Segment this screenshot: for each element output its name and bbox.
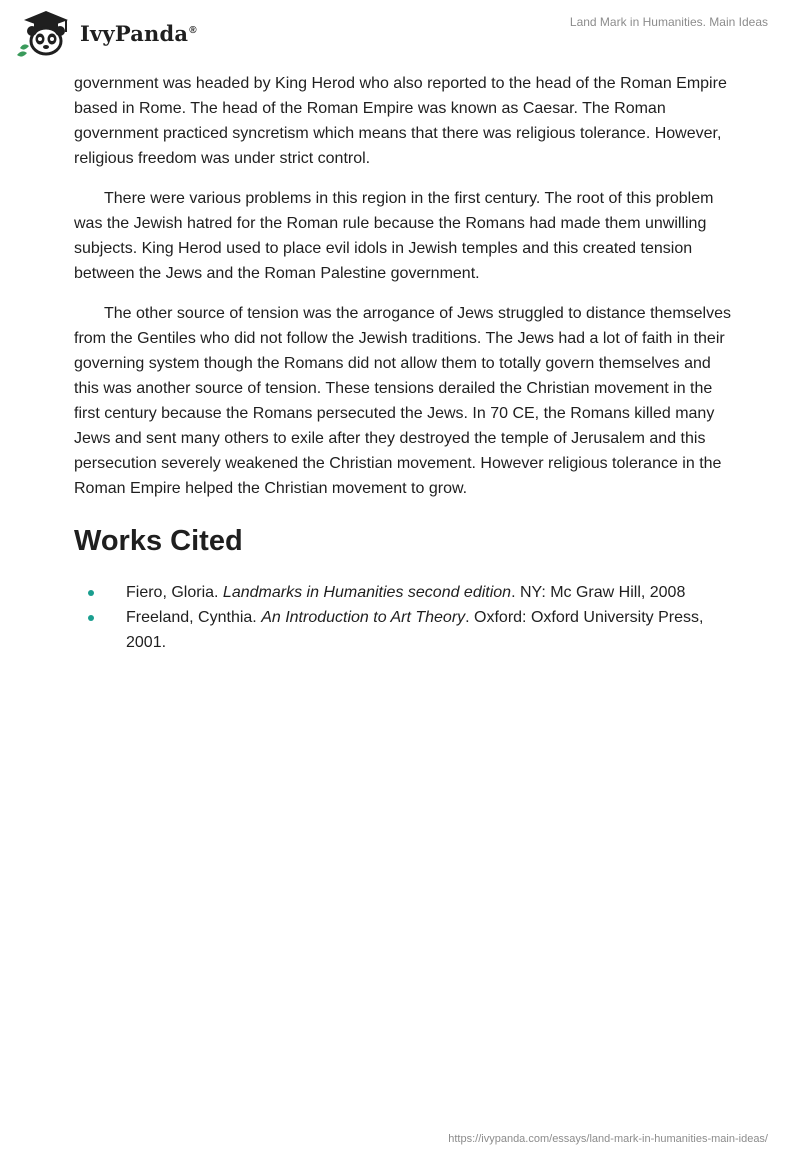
registered-mark: ®	[189, 24, 197, 36]
paragraph: The other source of tension was the arrogance of Jews struggled to distance themselves from the Gentiles who did not follow the Jewish traditions. The Jews had a lot of faith in their governing system though the Romans did not allow them to totally govern themselves and this was another source of tension. These tensions derailed the Christian movement in the first century because the Romans persecuted the Jews. In 70 CE, the Romans killed many Jews and sent many others to exile after they destroyed the temple of Jerusalem and this persecution severely weakened the Christian movement. However religious tolerance in the Roman Empire helped the Christian movement to grow.	[74, 305, 732, 497]
works-cited-list	[74, 580, 734, 655]
document-title: Land Mark in Humanities. Main Ideas	[569, 15, 768, 29]
works-cited-heading: Works Cited	[74, 525, 243, 557]
citation-item	[74, 605, 734, 655]
source-url-link[interactable]: https://ivypanda.com/essays/land-mark-in-humanities-main-ideas/	[448, 1133, 768, 1145]
citation-author: Freeland, Cynthia.	[126, 609, 262, 626]
citation-author: Fiero, Gloria.	[126, 584, 223, 601]
citation-publication: . Oxford: Oxford University Press, 2001.	[126, 609, 704, 651]
page-header	[0, 0, 800, 64]
paragraph: There were various problems in this region in the first century. The root of this problem was the Jewish hatred for the Roman rule because the Romans had made them unwilling subjects. King Herod used to place evil idols in Jewish temples and this created tension between the Jews and the Roman Palestine government.	[74, 190, 714, 282]
brand-logo[interactable]	[14, 8, 197, 58]
bullet-icon	[88, 590, 94, 596]
citation-item	[74, 580, 734, 605]
citation-publication: . NY: Mc Graw Hill, 2008	[511, 584, 686, 601]
citation-title: An Introduction to Art Theory	[261, 609, 466, 626]
citation-title: Landmarks in Humanities second edition	[222, 584, 512, 601]
paragraph-continued: government was headed by King Herod who also reported to the head of the Roman Empire based in Rome. The head of the Roman Empire was known as Caesar. The Roman government practiced syncretism which means that there was religious tolerance. However, religious freedom was under strict control.	[74, 75, 727, 167]
bullet-icon	[88, 615, 94, 621]
essay-content	[74, 71, 734, 655]
panda-logo-icon	[14, 8, 78, 58]
brand-name: IvyPanda®	[80, 20, 197, 46]
